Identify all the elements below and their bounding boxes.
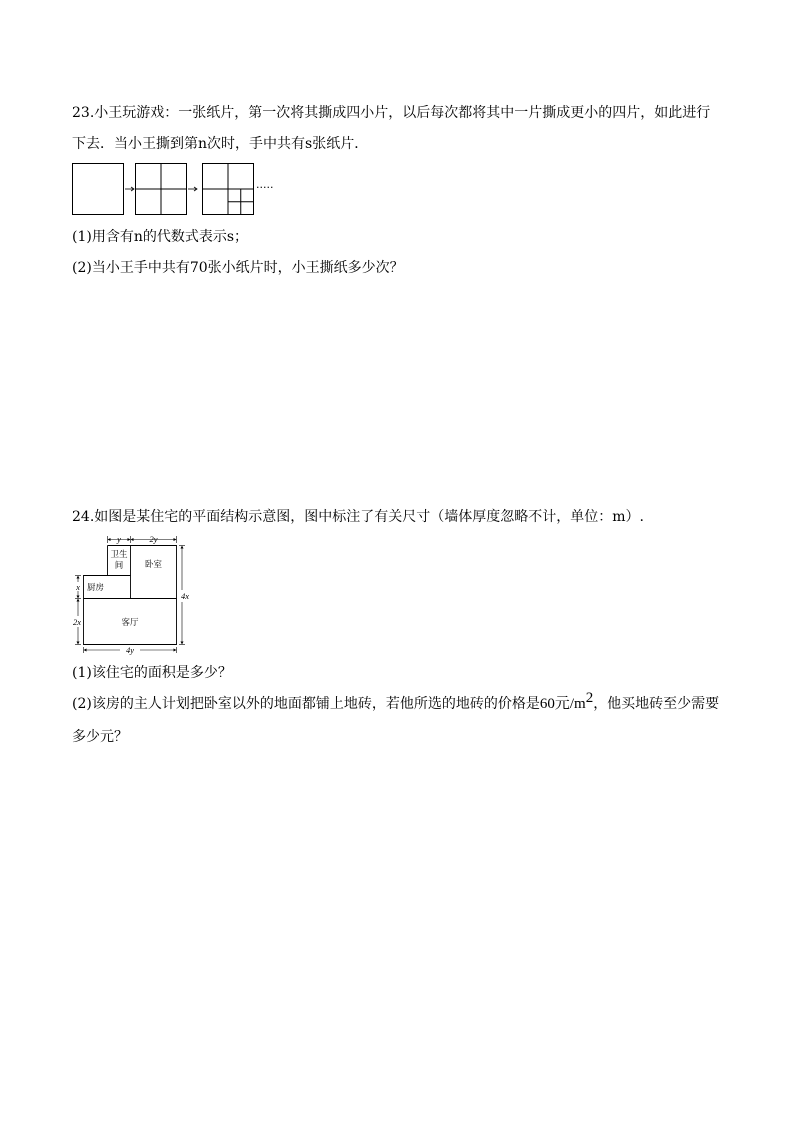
label-living-room: 客厅 (121, 618, 139, 628)
paper-four-pieces (136, 164, 187, 215)
q24-sub2-price: 60元/m (539, 696, 586, 712)
floor-plan-outline (84, 546, 177, 645)
label-bathroom: 间 (114, 561, 124, 571)
dim-2y: 2y (149, 534, 158, 544)
paper-tearing-figure (70, 160, 290, 220)
arrow-right-icon (125, 187, 134, 191)
dim-y: y (117, 534, 121, 544)
paper-whole (73, 164, 124, 215)
q24-sub2-exponent: 2 (585, 690, 594, 706)
label-kitchen: 厨房 (86, 583, 105, 593)
q24-sub2-text: (2)该房的主人计划把卧室以外的地面都铺上地砖，若他所选的地砖的价格是 (72, 696, 540, 712)
q23-stem-line1: 23.小王玩游戏：一张纸片，第一次将其撕成四小片，以后每次都将其中一片撕成更小的四片，如此进行 (72, 105, 711, 121)
dim-x: x (76, 582, 80, 592)
floor-plan-figure (68, 532, 192, 656)
q24-sub1: (1)该住宅的面积是多少？ (72, 665, 232, 681)
q24-sub2-text-end: ，他买地砖至少需要 (593, 696, 720, 712)
label-bedroom: 卧室 (144, 560, 163, 570)
arrow-right-icon (188, 187, 197, 191)
ellipsis: ····· (256, 181, 274, 194)
label-bathroom: 卫生 (110, 550, 128, 560)
paper-seven-pieces (203, 164, 254, 215)
q23-sub2: (2)当小王手中共有70张小纸片时，小王撕纸多少次？ (72, 260, 404, 276)
q24-sub2-line2: 多少元？ (72, 729, 128, 745)
q23-sub1: (1)用含有n的代数式表示s； (72, 229, 249, 245)
q24-stem: 24.如图是某住宅的平面结构示意图，图中标注了有关尺寸（墙体厚度忽略不计，单位：m）. (72, 509, 644, 525)
q23-stem-line2: 下去．当小王撕到第n次时，手中共有s张纸片． (72, 136, 369, 152)
dim-4y: 4y (125, 645, 135, 655)
q24-sub2-line1 (72, 690, 720, 714)
dim-2x: 2x (72, 617, 82, 627)
dim-4x: 4x (180, 591, 190, 601)
